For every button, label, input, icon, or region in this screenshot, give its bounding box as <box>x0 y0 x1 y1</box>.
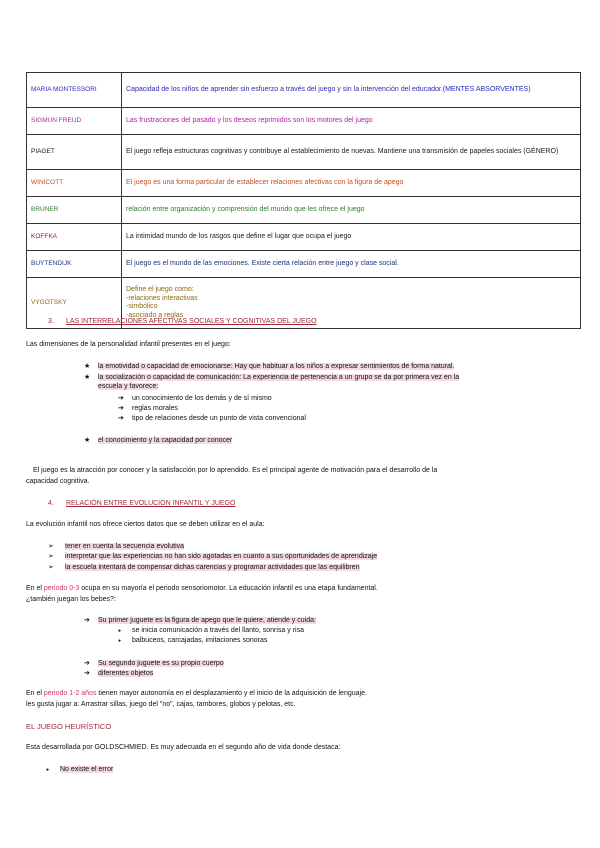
list-item-text: interpretar que las experiencias no han sido agotadas en cuanto a sus oportunidades de aprendizaje <box>65 553 378 560</box>
paragraph-line: Esta desarrollada por GOLDSCHMIED. Es muy adecuada en el segundo año de vida donde destaca: <box>26 744 341 751</box>
section-4-heading <box>48 500 235 507</box>
paragraph-line <box>26 690 367 697</box>
table-row <box>27 108 581 135</box>
author-description: Capacidad de los niños de aprender sin esfuerzo a través del juego y sin la intervención del educador.(MENTES ABSORVENTES) <box>122 73 581 108</box>
list-item <box>118 637 267 644</box>
list-item-text: Su primer juguete es la figura de apego que le quiere, atiende y cuida: <box>98 617 316 624</box>
section-number: 3. <box>48 318 54 325</box>
triangle-bullet-icon: ➢ <box>48 543 54 550</box>
table-row <box>27 135 581 170</box>
arrow-icon: ➔ <box>118 395 124 402</box>
table-row <box>27 224 581 251</box>
list-item-text: tener en cuenta la secuencia evolutiva <box>65 543 185 550</box>
star-icon: ★ <box>84 374 91 381</box>
table-row <box>27 170 581 197</box>
table-row <box>27 73 581 108</box>
paragraph-line <box>26 585 378 592</box>
author-name: WINICOTT <box>27 170 122 197</box>
vygotsky-line: -asociado a reglas <box>126 311 184 319</box>
list-item <box>84 669 153 677</box>
list-item-text: se inicia comunicación a través del llanto, sonrisa y risa <box>132 627 304 634</box>
text-span: En el <box>26 690 44 697</box>
heuristic-heading: EL JUEGO HEURÍSTICO <box>26 722 112 731</box>
section-title: LAS INTERRELACIONES AFECTIVAS SOCIALES Y COGNITIVAS DEL JUEGO <box>66 318 317 325</box>
author-description: El juego refleja estructuras cognitivas y contribuye al establecimiento de nuevas. Mantiene una transmisión de papeles sociales (GÉNERO) <box>122 135 581 170</box>
list-item <box>84 659 224 667</box>
table-row <box>27 197 581 224</box>
text-span: tienen mayor autonomía en el desplazamiento y el inicio de la adquisición de lenguaje. <box>96 690 367 697</box>
author-name: MARIA MONTESSORI <box>27 73 122 108</box>
list-item-text: Su segundo juguete es su propio cuerpo <box>98 660 224 667</box>
author-description: relación entre organización y comprensión del mundo que les ofrece el juego <box>122 197 581 224</box>
list-item-text: la socialización o capacidad de comunicación: La experiencia de pertenencia a un grupo se da por primera vez en la <box>98 374 460 381</box>
list-item <box>84 616 316 624</box>
paragraph-line: El juego es la atracción por conocer y la satisfacción por lo aprendido. Es el principal agente de motivación para el desarrollo de la <box>33 467 438 474</box>
list-item-text: No existe el error <box>60 766 114 773</box>
list-item <box>118 394 272 402</box>
author-name: BRUNER <box>27 197 122 224</box>
author-description: El juego es el mundo de las emociones. Existe cierta relación entre juego y clase social. <box>122 251 581 278</box>
section-title: RELACIÓN ENTRE EVOLUCIÓN INFANTIL Y JUEGO <box>66 500 236 507</box>
list-item-text: la escuela intentará de compensar dichas carencias y programar actividades que las equilibren <box>65 564 360 571</box>
dot-bullet-icon: ● <box>118 638 122 644</box>
list-item-continuation <box>98 383 158 390</box>
list-item-text: diferentes objetos <box>98 670 154 677</box>
paragraph-line: ¿también juegan los bebes?: <box>26 596 116 603</box>
triangle-bullet-icon: ➢ <box>48 564 54 571</box>
author-description: El juego es una forma particular de establecer relaciones afectivas con la figura de apego <box>122 170 581 197</box>
author-name: VYGOTSKY <box>27 278 122 329</box>
list-item <box>118 404 178 412</box>
list-item <box>48 552 377 560</box>
author-name: KOFFKA <box>27 224 122 251</box>
list-item-text: balbuceos, carcajadas, imitaciones sonoras <box>132 637 268 644</box>
list-item-text: el conocimiento y la capacidad por conocer <box>98 437 233 444</box>
dot-bullet-icon: ● <box>118 628 122 634</box>
vygotsky-line: -simbólico <box>126 303 158 310</box>
arrow-icon: ➔ <box>118 415 124 422</box>
list-item <box>48 542 184 550</box>
list-item <box>84 436 232 444</box>
vygotsky-line: Define el juego como: <box>126 286 194 293</box>
list-item <box>84 362 454 370</box>
list-item-text: reglas morales <box>132 405 178 412</box>
arrow-icon: ➔ <box>84 617 90 624</box>
star-icon: ★ <box>84 437 91 444</box>
period-label: periodo 0-3 <box>43 585 80 592</box>
list-item <box>48 563 360 571</box>
author-name: SIGMUN FREUD <box>27 108 122 135</box>
list-item <box>118 414 306 422</box>
section-number: 4. <box>48 500 54 507</box>
authors-table <box>26 72 581 329</box>
period-label: periodo 1-2 años <box>43 690 97 697</box>
text-span: En el <box>26 585 44 592</box>
list-item-text: tipo de relaciones desde un punto de vista convencional <box>132 415 306 422</box>
author-description: Las frustraciones del pasado y los deseos reprimidos son los motores del juego <box>122 108 581 135</box>
triangle-bullet-icon: ➢ <box>48 553 54 560</box>
section-4-intro: La evolución infantil nos ofrece ciertos datos que se deben utilizar en el aula: <box>26 521 265 528</box>
list-item-text: la emotividad o capacidad de emocionarse: Hay que habituar a los niños a expresar sentimientos de forma natural. <box>98 363 455 370</box>
author-description: La intimidad mundo de los rasgos que define el lugar que ocupa el juego <box>122 224 581 251</box>
section-3-intro: Las dimensiones de la personalidad infantil presentes en el juego: <box>26 341 231 348</box>
list-item-text: escuela y favorece: <box>98 383 159 390</box>
arrow-icon: ➔ <box>84 660 90 667</box>
table-row <box>27 251 581 278</box>
list-item <box>84 373 459 381</box>
list-item <box>118 627 304 634</box>
vygotsky-line: -relaciones interactivas <box>126 294 198 302</box>
list-item <box>46 766 113 773</box>
dot-bullet-icon: ● <box>46 767 50 773</box>
arrow-icon: ➔ <box>118 405 124 412</box>
author-name: PIAGET <box>27 135 122 170</box>
paragraph-line: les gusta jugar a: Arrastrar sillas, juego del "no", cajas, tambores, globos y pelotas, etc. <box>26 701 296 708</box>
arrow-icon: ➔ <box>84 670 90 677</box>
author-name: BUYTENDIJK <box>27 251 122 278</box>
section-3-heading <box>48 318 317 325</box>
text-span: ocupa en su mayoría el periodo sensoriomotor. La educación infantil es una etapa fundamental. <box>79 585 378 592</box>
star-icon: ★ <box>84 363 91 370</box>
paragraph-line: capacidad cognitiva. <box>26 478 90 485</box>
list-item-text: un conocimiento de los demás y de sí mismo <box>132 395 272 402</box>
